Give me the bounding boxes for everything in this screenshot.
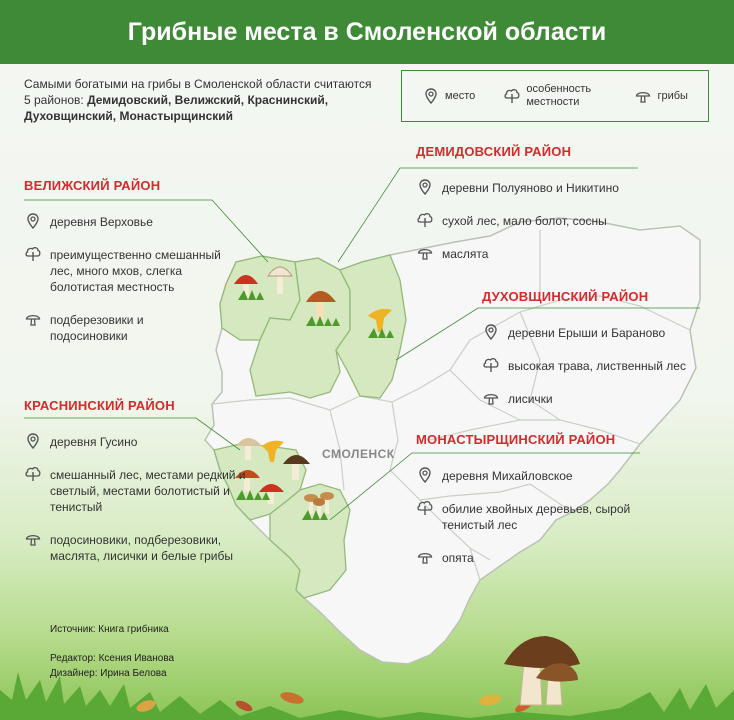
region-mushrooms: опята bbox=[442, 551, 474, 565]
mushroom-icon bbox=[416, 244, 434, 262]
map-pin-icon bbox=[24, 212, 42, 230]
page-title: Грибные места в Смоленской области bbox=[0, 0, 734, 64]
grass-decoration bbox=[0, 672, 734, 720]
map-pin-icon bbox=[24, 432, 42, 450]
region-mushrooms: подберезовики и подосиновики bbox=[50, 313, 144, 343]
map-pin-icon bbox=[482, 323, 500, 341]
tree-icon bbox=[416, 499, 434, 517]
region-mushrooms-row bbox=[24, 310, 254, 344]
region-monast bbox=[416, 432, 656, 581]
map-pin-icon bbox=[422, 87, 440, 105]
mushroom-icon bbox=[416, 548, 434, 566]
tree-icon bbox=[24, 465, 42, 483]
legend-place: место bbox=[422, 87, 475, 105]
region-place: деревня Верховье bbox=[50, 215, 153, 229]
region-mushrooms-row bbox=[24, 530, 254, 564]
mushroom-icon bbox=[634, 87, 652, 105]
region-title: ДЕМИДОВСКИЙ РАЙОН bbox=[416, 144, 572, 159]
region-demidov bbox=[416, 144, 656, 277]
region-place-row bbox=[24, 212, 254, 230]
credits-designer: Дизайнер: Ирина Белова bbox=[50, 668, 167, 679]
region-feature-row bbox=[416, 211, 656, 229]
tree-icon bbox=[482, 356, 500, 374]
mushroom-illustration-large bbox=[504, 636, 580, 705]
region-title: КРАСНИНСКИЙ РАЙОН bbox=[24, 398, 175, 413]
tree-icon bbox=[24, 245, 42, 263]
region-feature-row bbox=[482, 356, 704, 374]
region-mushrooms: подосиновики, подберезовики, маслята, лисички и белые грибы bbox=[50, 533, 234, 563]
region-place-row bbox=[416, 466, 656, 484]
region-velizh bbox=[24, 178, 254, 359]
city-label-smolensk: СМОЛЕНСК bbox=[322, 447, 395, 461]
region-place-row bbox=[416, 178, 656, 196]
legend-feature: особенность местности bbox=[503, 83, 606, 109]
legend bbox=[401, 70, 709, 122]
region-feature: преимущественно смешанный лес, много мхов, слегка болотистая местность bbox=[50, 248, 221, 294]
region-place-row bbox=[24, 432, 254, 450]
region-place: деревни Полуяново и Никитино bbox=[442, 181, 619, 195]
region-mushrooms-row bbox=[482, 389, 704, 407]
mushroom-icon bbox=[24, 310, 42, 328]
region-dukhov bbox=[482, 289, 704, 422]
region-krasn bbox=[24, 398, 254, 579]
region-feature: сухой лес, мало болот, сосны bbox=[442, 214, 607, 228]
region-mushrooms: маслята bbox=[442, 247, 489, 261]
mushroom-icon bbox=[24, 530, 42, 548]
map-pin-icon bbox=[416, 466, 434, 484]
region-feature: обилие хвойных деревьев, сырой тенистый лес bbox=[442, 502, 631, 532]
region-feature: смешанный лес, местами редкий и светлый, местами болотистый и тенистый bbox=[50, 468, 246, 514]
region-place: деревни Ерыши и Бараново bbox=[508, 326, 666, 340]
region-mushrooms-row bbox=[416, 244, 656, 262]
region-mushrooms-row bbox=[416, 548, 656, 566]
credits-source: Источник: Книга грибника bbox=[50, 624, 169, 635]
credits-editor: Редактор: Ксения Иванова bbox=[50, 653, 175, 664]
region-feature-row bbox=[24, 245, 254, 295]
region-place-row bbox=[482, 323, 704, 341]
region-place: деревня Гусино bbox=[50, 435, 138, 449]
region-feature: высокая трава, лиственный лес bbox=[508, 359, 686, 373]
region-place: деревня Михайловское bbox=[442, 469, 573, 483]
tree-icon bbox=[416, 211, 434, 229]
tree-icon bbox=[503, 87, 521, 105]
region-title: ДУХОВЩИНСКИЙ РАЙОН bbox=[482, 289, 649, 304]
mushroom-icon bbox=[482, 389, 500, 407]
region-mushrooms: лисички bbox=[508, 392, 553, 406]
legend-mushrooms: грибы bbox=[634, 87, 687, 105]
map-pin-icon bbox=[416, 178, 434, 196]
intro-text: Самыми богатыми на грибы в Смоленской области считаются 5 районов: Демидовский, Велижский, Краснинский, Духовщинский, Монастырщинский bbox=[24, 77, 372, 123]
region-title: МОНАСТЫРЩИНСКИЙ РАЙОН bbox=[416, 432, 616, 447]
region-feature-row bbox=[24, 465, 254, 515]
region-feature-row bbox=[416, 499, 656, 533]
region-title: ВЕЛИЖСКИЙ РАЙОН bbox=[24, 178, 161, 193]
